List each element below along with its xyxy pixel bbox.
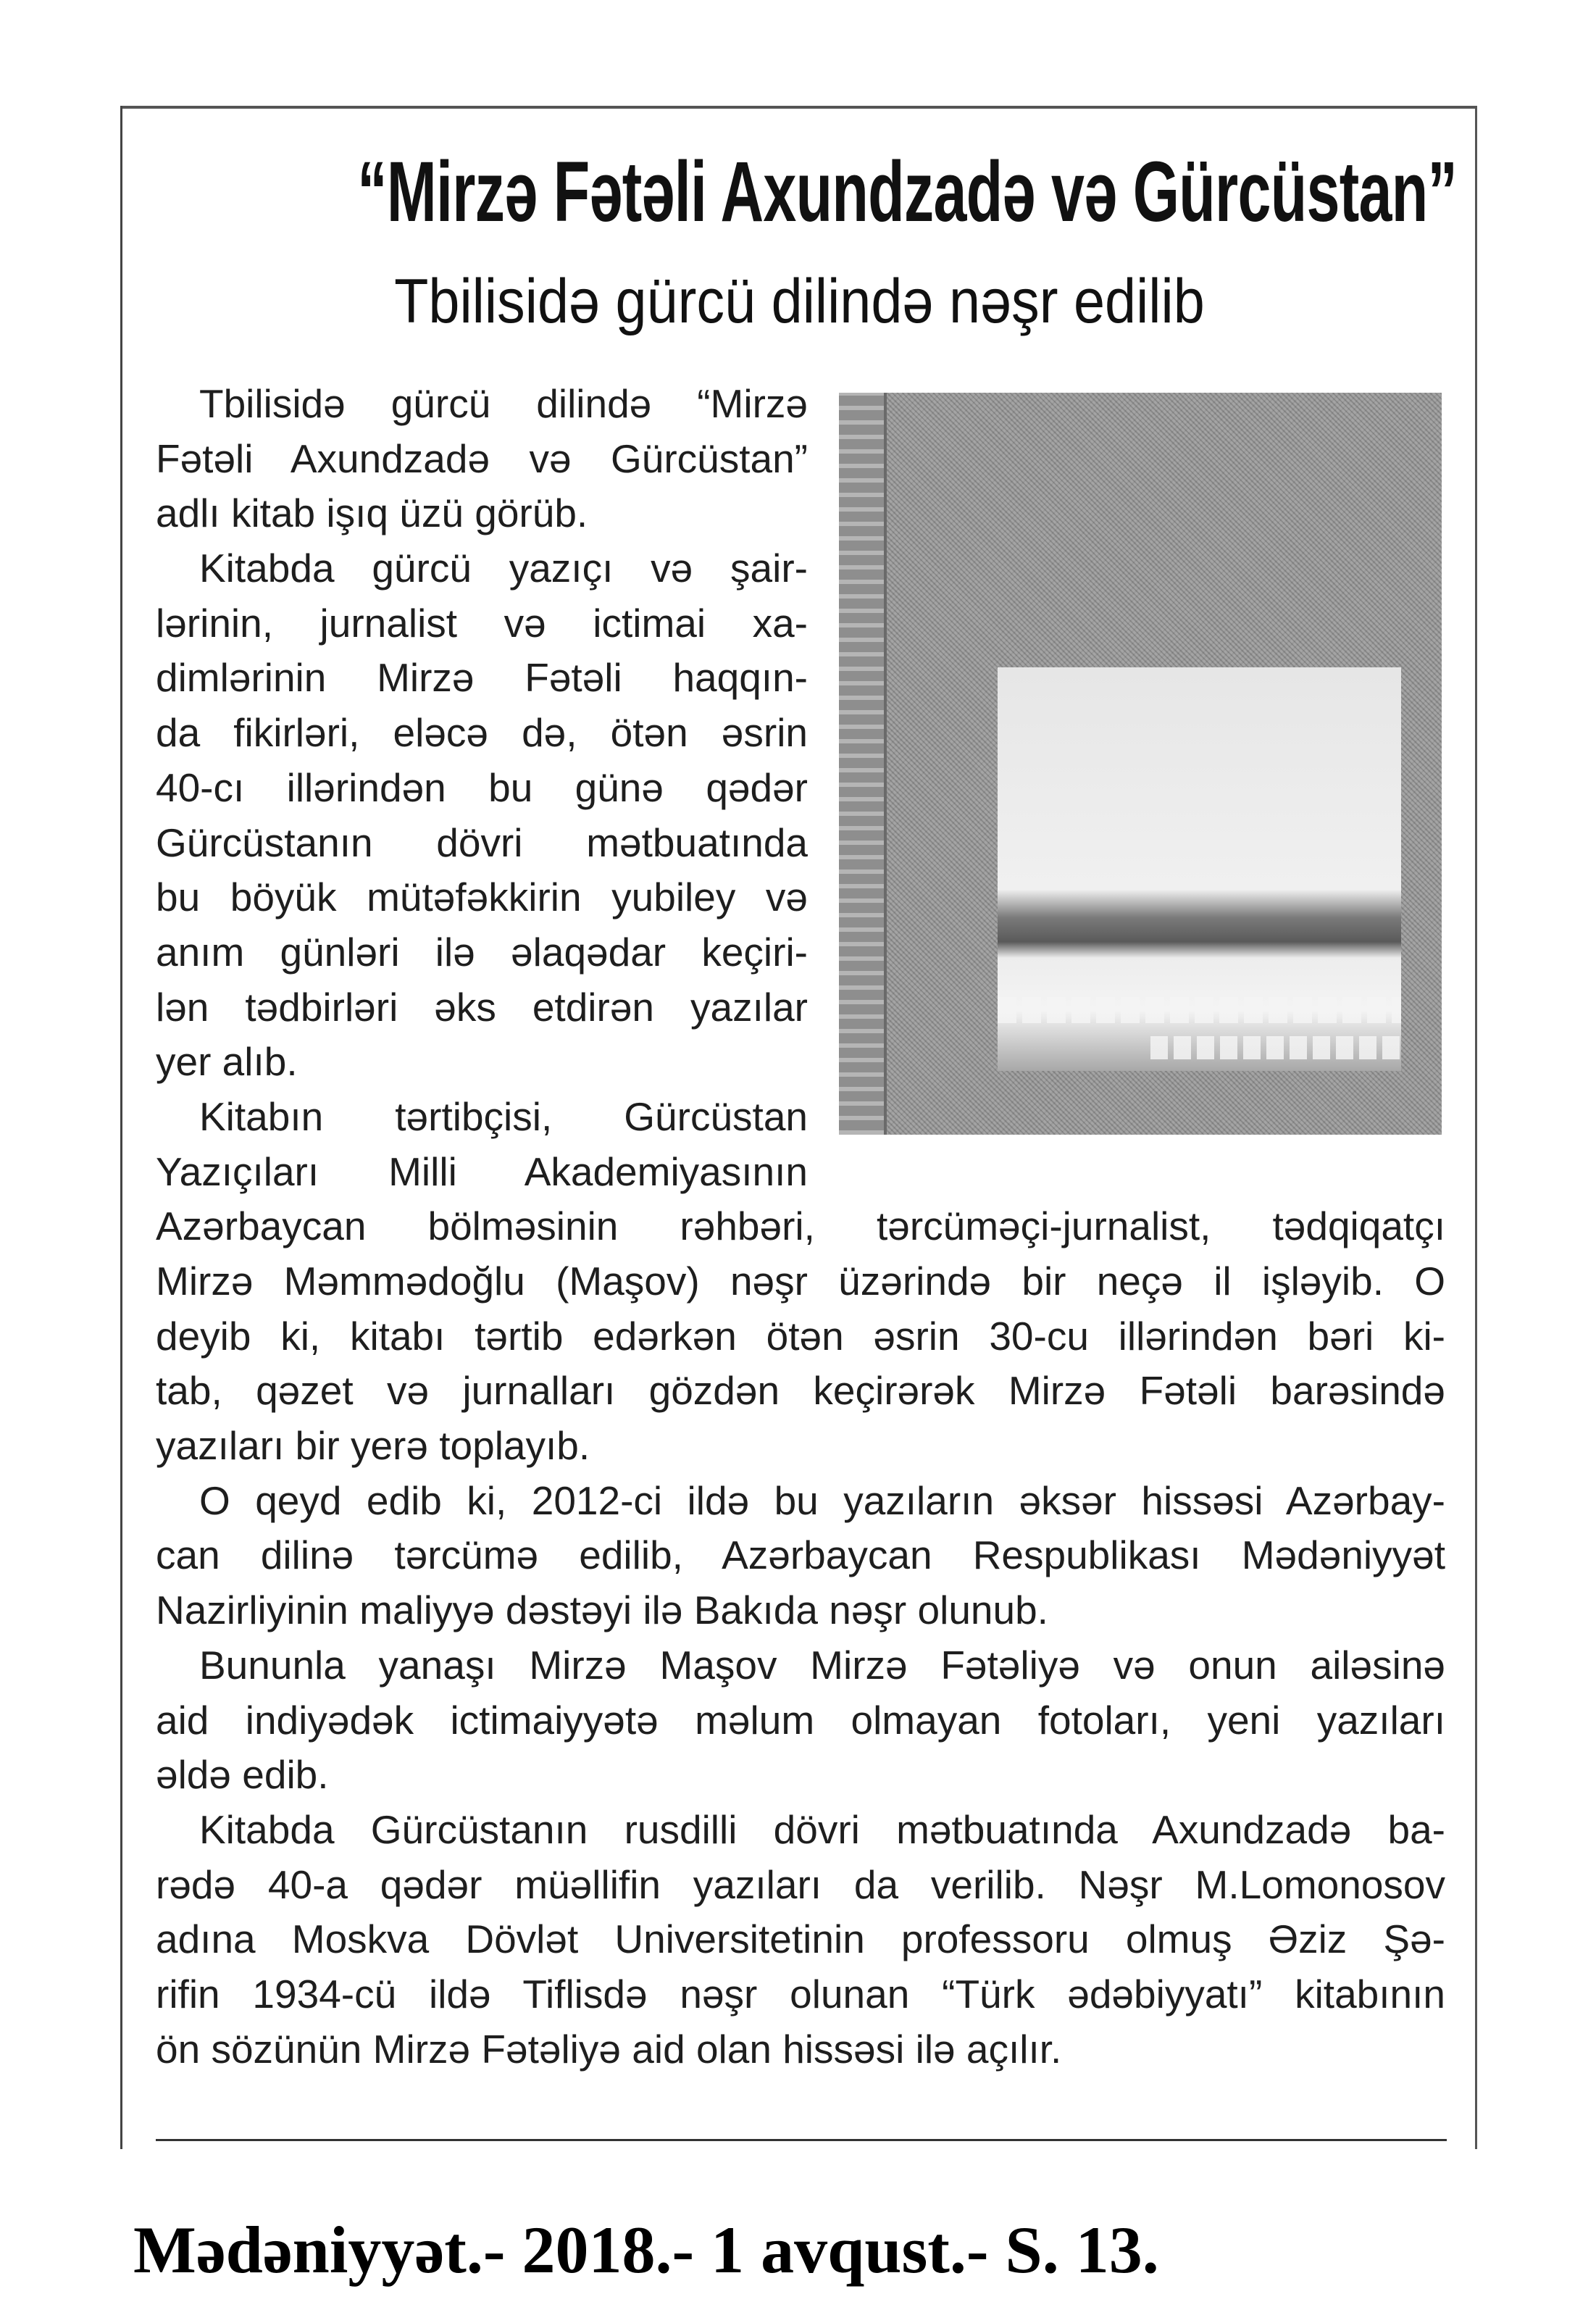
article-text-line: can dilinə tərcümə edilib, Azərbaycan Respublikası Mədəniyyət xyxy=(156,1532,1445,1578)
article-text-line: tab, qəzet və jurnalları gözdən keçirərək Mirzə Fətəli barəsində xyxy=(156,1368,1445,1414)
article-text-line: Mirzə Məmmədoğlu (Maşov) nəşr üzərində bir neçə il işləyib. O xyxy=(156,1259,1445,1304)
article-text-line: da fikirləri, eləcə də, ötən əsrin xyxy=(156,710,808,756)
article-text-line: Yazıçıları Milli Akademiyasının xyxy=(156,1148,808,1194)
article-text-line: Kitabda gürcü yazıçı və şair- xyxy=(199,546,808,591)
article-text-line: Tbilisidə gürcü dilində “Mirzə xyxy=(199,381,808,426)
article-text-line: rifin 1934-cü ildə Tiflisdə nəşr olunan “Türk ədəbiyyatı” kitabının xyxy=(156,1971,1445,2017)
article-text-line: O qeyd edib ki, 2012-ci ildə bu yazıların əksər hissəsi Azərbay- xyxy=(199,1477,1445,1523)
article-body xyxy=(156,377,1447,2077)
article-text-line: adlı kitab işıq üzü görüb. xyxy=(156,491,588,536)
article-text-line: anım günləri ilə əlaqədar keçiri- xyxy=(156,929,808,975)
article-text-line: Bununla yanaşı Mirzə Maşov Mirzə Fətəliyə və onun ailəsinə xyxy=(199,1642,1445,1688)
article-text-line: bu böyük mütəfəkkirin yubiley və xyxy=(156,875,808,920)
frame-right-border xyxy=(1475,106,1477,2149)
article-text-line: ön sözünün Mirzə Fətəliyə aid olan hissəsi ilə açılır. xyxy=(156,2026,1062,2072)
article-text-line: adına Moskva Dövlət Universitetinin professoru olmuş Əziz Şə- xyxy=(156,1917,1445,1962)
headline: “Mirzə Fətəli Axundzadə və Gürcüstan” xyxy=(357,144,1458,240)
article-text-line: 40-cı illərindən bu günə qədər xyxy=(156,764,808,810)
article-text-line: aid indiyədək ictimaiyyətə məlum olmayan fotoları, yeni yazıları xyxy=(156,1697,1445,1743)
subheadline-container xyxy=(122,265,1476,338)
source-citation: Mədəniyyət.- 2018.- 1 avqust.- S. 13. xyxy=(133,2213,1159,2287)
subheadline: Tbilisidə gürcü dilində nəşr edilib xyxy=(393,267,1205,336)
article-text-line: deyib ki, kitabı tərtib edərkən ötən əsrin 30-cu illərindən bəri ki- xyxy=(156,1313,1445,1359)
article-text-line: yazıları bir yerə toplayıb. xyxy=(156,1423,590,1469)
article-text-line: rədə 40-a qədər müəllifin yazıları da verilib. Nəşr M.Lomonosov xyxy=(156,1861,1445,1907)
article-text-line: lərinin, jurnalist və ictimai xa- xyxy=(156,600,808,646)
article-text-line: Azərbaycan bölməsinin rəhbəri, tərcüməçi-jurnalist, tədqiqatçı xyxy=(156,1204,1445,1249)
article-text-line: Nazirliyinin maliyyə dəstəyi ilə Bakıda nəşr olunub. xyxy=(156,1588,1048,1633)
article-text-line: Gürcüstanın dövri mətbuatında xyxy=(156,819,808,865)
bottom-rule xyxy=(156,2139,1447,2141)
article-text-line: Kitabın tərtibçisi, Gürcüstan xyxy=(199,1093,808,1139)
article-text-line: yer alıb. xyxy=(156,1039,298,1085)
article-text-line: dimlərinin Mirzə Fətəli haqqın- xyxy=(156,655,808,701)
article-text-line: Kitabda Gürcüstanın rusdilli dövri mətbuatında Axundzadə ba- xyxy=(199,1806,1445,1852)
article-text-line: lən tədbirləri əks etdirən yazılar xyxy=(156,984,808,1030)
article-text-line: Fətəli Axundzadə və Gürcüstan” xyxy=(156,435,808,481)
frame-top-border xyxy=(122,106,1476,109)
article-text-line: əldə edib. xyxy=(156,1752,329,1798)
headline-container xyxy=(122,145,1476,239)
frame-left-border xyxy=(120,106,122,2149)
